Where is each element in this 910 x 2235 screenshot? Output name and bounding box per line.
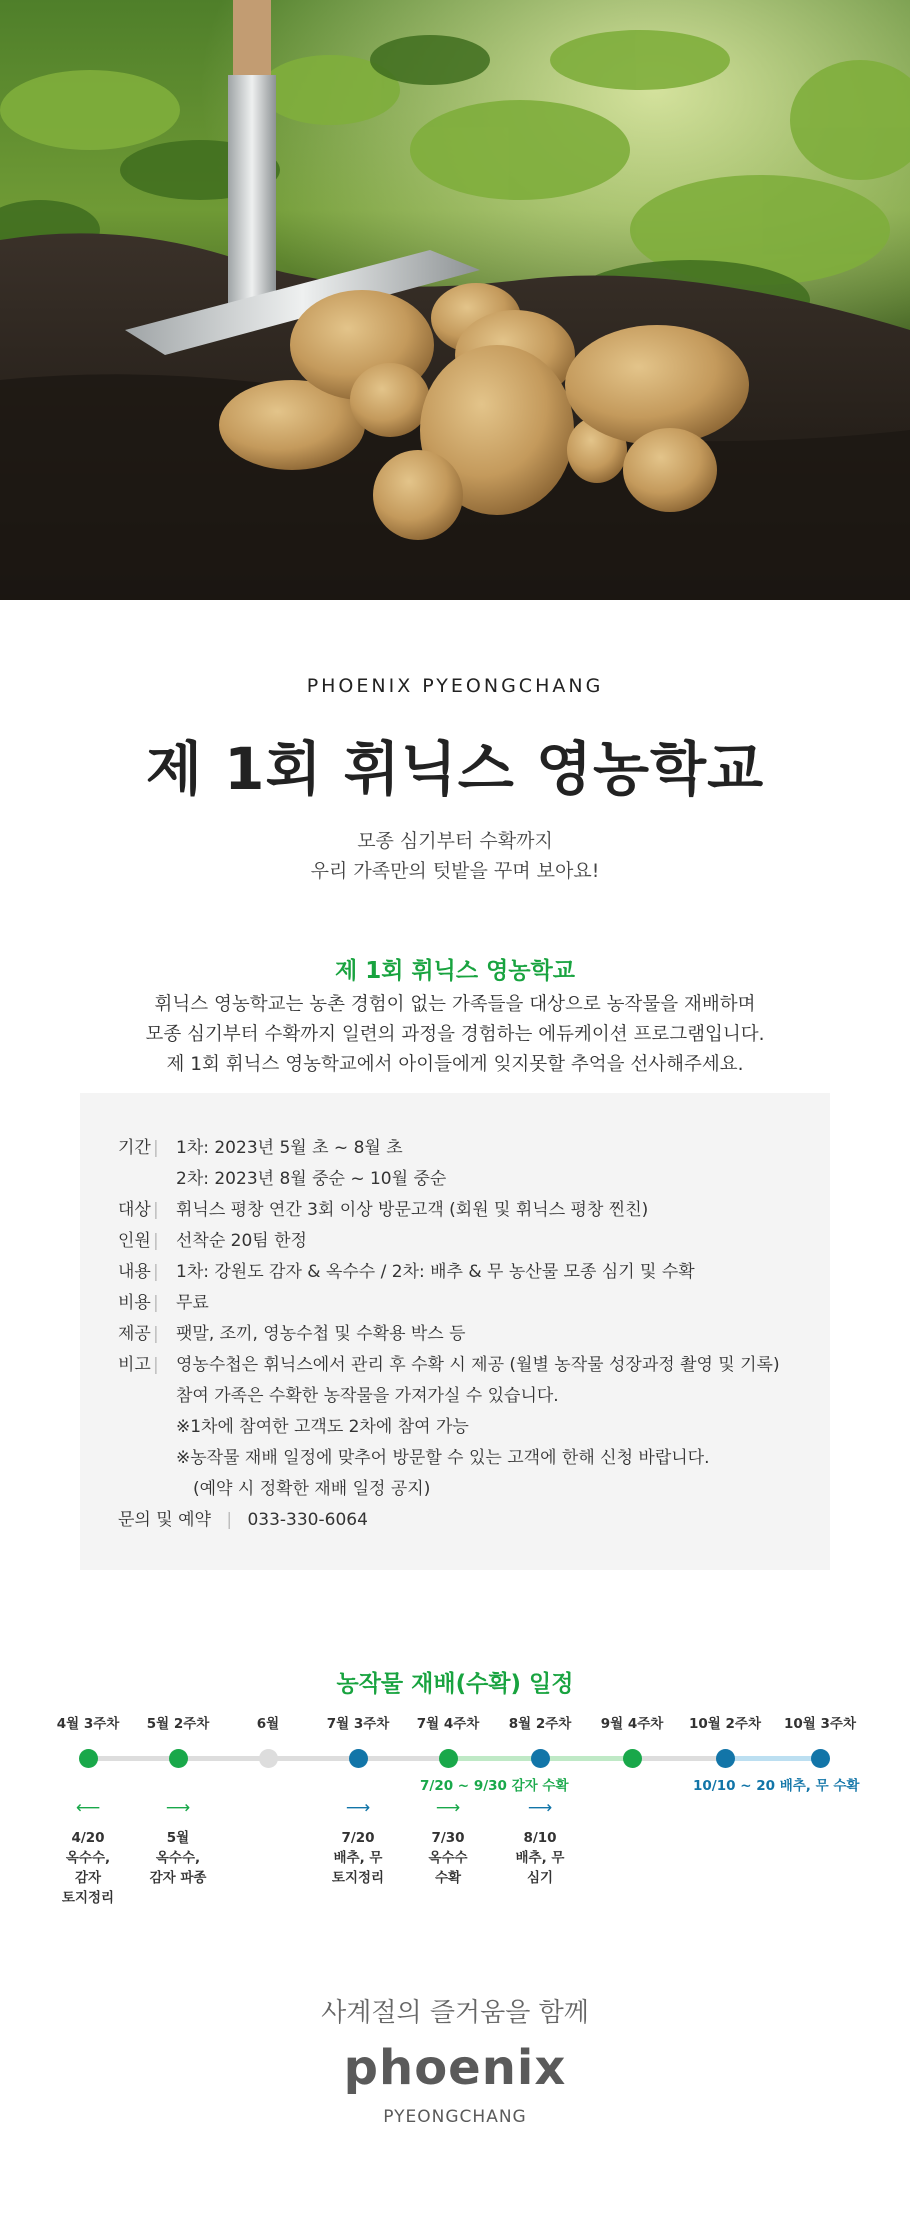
tagline-line: 우리 가족만의 텃밭을 꾸며 보아요! — [310, 860, 600, 882]
contact-key: 문의 및 예약 — [118, 1510, 211, 1530]
info-separator: | — [153, 1262, 159, 1282]
timeline-line-harvest-cabbage — [722, 1756, 822, 1761]
event-text: 5월 옥수수, 감자 파종 — [149, 1830, 207, 1886]
info-row-content — [118, 1257, 695, 1282]
info-separator: | — [153, 1355, 159, 1375]
schedule-event — [490, 1798, 590, 1888]
timeline-dot — [169, 1749, 188, 1768]
timeline-dot — [531, 1749, 550, 1768]
info-value: 휘닉스 평창 연간 3회 이상 방문고객 (회원 및 휘닉스 평창 찐친) — [176, 1200, 649, 1220]
potato-harvest-illustration — [0, 0, 910, 600]
timeline-dot — [439, 1749, 458, 1768]
intro-line: 모종 심기부터 수확까지 일련의 과정을 경험하는 에듀케이션 프로그램입니다. — [145, 1024, 765, 1045]
info-value: ※1차에 참여한 고객도 2차에 참여 가능 — [176, 1417, 469, 1437]
info-separator: | — [153, 1200, 159, 1220]
info-row-notes — [118, 1350, 780, 1375]
info-key: 비용 — [118, 1293, 151, 1313]
info-key: 비고 — [118, 1355, 151, 1375]
schedule-timeline — [0, 1712, 910, 1932]
week-label: 9월 4주차 — [600, 1716, 664, 1732]
timeline-dot — [811, 1749, 830, 1768]
footer-slogan: 사계절의 즐거움을 함께 — [321, 1998, 589, 2028]
event-text: 4/20 옥수수, 감자 토지정리 — [61, 1830, 115, 1906]
tagline-line: 모종 심기부터 수확까지 — [357, 830, 553, 852]
range-dates: 7/20 ~ 9/30 — [420, 1778, 507, 1794]
arrow-right-icon: ⟶ — [435, 1798, 461, 1818]
info-value: 영농수첩은 휘닉스에서 관리 후 수확 시 제공 (월별 농작물 성장과정 촬영 및 기록) — [176, 1355, 780, 1375]
timeline-dot — [349, 1749, 368, 1768]
info-value: 1차: 강원도 감자 & 옥수수 / 2차: 배추 & 무 농산물 모종 심기 및 수확 — [176, 1262, 695, 1282]
schedule-title: 농작물 재배(수확) 일정 — [336, 1671, 574, 1697]
info-value: 선착순 20팀 한정 — [176, 1231, 307, 1251]
event-text: 7/20 배추, 무 토지정리 — [331, 1830, 385, 1886]
schedule-event — [308, 1798, 408, 1888]
info-row-target — [118, 1195, 649, 1220]
week-label: 6월 — [256, 1716, 280, 1732]
tagline — [0, 826, 910, 886]
intro-text — [0, 990, 910, 1080]
timeline-dot — [259, 1749, 278, 1768]
arrow-right-icon: ⟶ — [165, 1798, 191, 1818]
arrow-right-icon: ⟶ — [527, 1798, 553, 1818]
week-label: 7월 3주차 — [326, 1716, 390, 1732]
page-title: 제 1회 휘닉스 영농학교 — [145, 735, 765, 803]
event-text: 8/10 배추, 무 심기 — [515, 1830, 565, 1886]
info-separator: | — [153, 1231, 159, 1251]
range-label: 감자 수확 — [511, 1778, 569, 1794]
intro-line: 휘닉스 영농학교는 농촌 경험이 없는 가족들을 대상으로 농작물을 재배하며 — [154, 994, 756, 1015]
info-key: 내용 — [118, 1262, 151, 1282]
week-label: 4월 3주차 — [56, 1716, 120, 1732]
phoenix-logo: phoenix — [343, 2040, 567, 2096]
timeline-dot — [623, 1749, 642, 1768]
week-label: 7월 4주차 — [416, 1716, 480, 1732]
intro-line: 제 1회 휘닉스 영농학교에서 아이들에게 잊지못할 추억을 선사해주세요. — [166, 1054, 744, 1075]
info-value: 2차: 2023년 8월 중순 ~ 10월 중순 — [176, 1169, 447, 1189]
info-separator: | — [226, 1510, 233, 1530]
info-value: 1차: 2023년 5월 초 ~ 8월 초 — [176, 1138, 403, 1158]
week-label: 8월 2주차 — [508, 1716, 572, 1732]
week-label: 10월 3주차 — [783, 1716, 856, 1732]
harvest-range-cabbage — [693, 1774, 859, 1794]
schedule-event — [398, 1798, 498, 1888]
info-key: 인원 — [118, 1231, 151, 1251]
schedule-event — [128, 1798, 228, 1888]
info-value: ※농작물 재배 일정에 맞추어 방문할 수 있는 고객에 한해 신청 바랍니다. — [176, 1448, 710, 1468]
info-row-provided — [118, 1319, 466, 1344]
intro-title: 제 1회 휘닉스 영농학교 — [335, 958, 575, 984]
timeline-dot — [716, 1749, 735, 1768]
info-row-contact — [118, 1505, 368, 1530]
info-separator: | — [153, 1324, 159, 1344]
info-row-capacity — [118, 1226, 307, 1251]
timeline-line — [632, 1756, 722, 1761]
info-value: 무료 — [176, 1293, 209, 1313]
info-row-period — [118, 1133, 403, 1158]
info-value: (예약 시 정확한 재배 일정 공지) — [193, 1479, 431, 1499]
info-separator: | — [153, 1138, 159, 1158]
week-label: 5월 2주차 — [146, 1716, 210, 1732]
event-text: 7/30 옥수수 수확 — [428, 1830, 468, 1886]
info-key: 대상 — [118, 1200, 151, 1220]
brand-name: PHOENIX PYEONGCHANG — [306, 675, 604, 697]
contact-phone[interactable]: 033-330-6064 — [247, 1510, 368, 1530]
arrow-right-icon: ⟶ — [345, 1798, 371, 1818]
info-separator: | — [153, 1293, 159, 1313]
range-label: 배추, 무 수확 — [779, 1778, 860, 1794]
schedule-event — [38, 1798, 138, 1908]
info-key: 제공 — [118, 1324, 151, 1344]
info-value: 참여 가족은 수확한 농작물을 가져가실 수 있습니다. — [176, 1386, 559, 1406]
week-label: 10월 2주차 — [688, 1716, 761, 1732]
phoenix-logo-subtitle: PYEONGCHANG — [383, 2107, 527, 2127]
arrow-left-icon: ⟵ — [75, 1798, 101, 1818]
hero-photo — [0, 0, 910, 600]
range-dates: 10/10 ~ 20 — [693, 1778, 776, 1794]
harvest-range-potato — [420, 1774, 569, 1794]
info-value: 팻말, 조끼, 영농수첩 및 수확용 박스 등 — [176, 1324, 466, 1344]
info-key: 기간 — [118, 1138, 151, 1158]
timeline-dot — [79, 1749, 98, 1768]
program-info-box — [80, 1093, 830, 1570]
info-row-cost — [118, 1288, 209, 1313]
